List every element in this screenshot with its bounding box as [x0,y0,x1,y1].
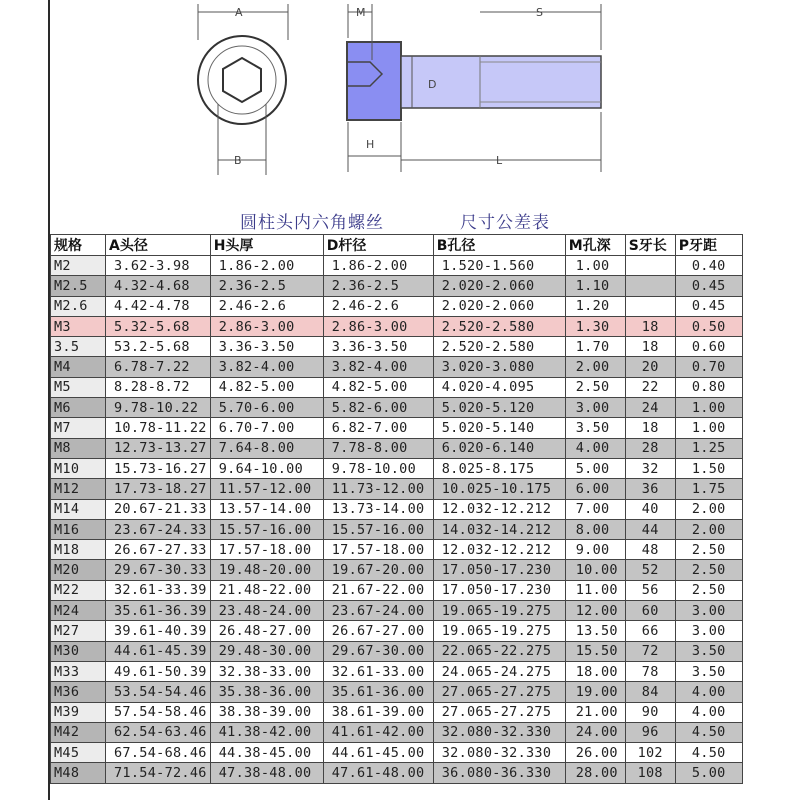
dim-label-b: B [234,154,242,167]
table-cell: 24.00 [565,722,625,742]
table-cell: 41.38-42.00 [210,722,323,742]
table-cell: 44 [625,519,675,539]
table-row [51,702,743,722]
spec-size-cell: M45 [51,743,106,763]
table-cell: 1.50 [675,458,742,478]
table-title: 圆柱头内六角螺丝 [240,213,384,233]
table-row [51,276,743,296]
table-row [51,601,743,621]
header-hole-depth: M孔深 [565,235,625,256]
spec-size-cell: 3.5 [51,337,106,357]
table-cell [625,256,675,276]
table-cell: 26.48-27.00 [210,621,323,641]
table-row [51,560,743,580]
table-cell: 15.57-16.00 [323,519,433,539]
table-cell: 1.00 [675,398,742,418]
table-cell: 2.50 [675,580,742,600]
table-cell: 0.40 [675,256,742,276]
table-cell: 17.050-17.230 [433,580,565,600]
table-cell: 12.73-13.27 [106,438,211,458]
spec-size-cell: M12 [51,479,106,499]
dim-label-s: S [536,6,543,19]
table-cell: 78 [625,661,675,681]
table-cell: 13.50 [565,621,625,641]
table-row [51,357,743,377]
table-cell: 17.050-17.230 [433,560,565,580]
table-cell: 22 [625,377,675,397]
table-cell: 7.78-8.00 [323,438,433,458]
table-cell: 26.67-27.33 [106,540,211,560]
table-row [51,519,743,539]
table-cell: 11.57-12.00 [210,479,323,499]
table-row [51,540,743,560]
table-cell: 2.86-3.00 [323,316,433,336]
table-cell: 1.00 [565,256,625,276]
table-row [51,398,743,418]
header-hole-diameter: B孔径 [433,235,565,256]
table-cell: 17.73-18.27 [106,479,211,499]
table-cell: 22.065-22.275 [433,641,565,661]
table-cell: 13.73-14.00 [323,499,433,519]
table-row [51,661,743,681]
table-cell: 2.46-2.6 [323,296,433,316]
spec-size-cell: M8 [51,438,106,458]
table-cell: 11.73-12.00 [323,479,433,499]
table-cell: 4.00 [675,702,742,722]
table-cell: 19.065-19.275 [433,621,565,641]
spec-size-cell: M22 [51,580,106,600]
table-cell: 6.82-7.00 [323,418,433,438]
table-cell: 71.54-72.46 [106,763,211,783]
table-cell: 24.065-24.275 [433,661,565,681]
spec-size-cell: M3 [51,316,106,336]
spec-size-cell: M39 [51,702,106,722]
table-cell: 35.38-36.00 [210,682,323,702]
table-cell: 9.78-10.00 [323,458,433,478]
table-cell: 72 [625,641,675,661]
table-cell: 47.61-48.00 [323,763,433,783]
table-cell: 1.10 [565,276,625,296]
table-cell: 32 [625,458,675,478]
table-cell: 44.61-45.00 [323,743,433,763]
spec-size-cell: M5 [51,377,106,397]
table-cell: 26.67-27.00 [323,621,433,641]
table-cell: 2.020-2.060 [433,276,565,296]
table-cell: 8.025-8.175 [433,458,565,478]
table-cell: 11.00 [565,580,625,600]
table-cell: 3.36-3.50 [323,337,433,357]
spec-size-cell: M2.6 [51,296,106,316]
spec-size-cell: M42 [51,722,106,742]
header-head-height: H头厚 [210,235,323,256]
table-cell: 4.82-5.00 [323,377,433,397]
table-cell: 62.54-63.46 [106,722,211,742]
table-cell: 8.28-8.72 [106,377,211,397]
table-cell: 1.520-1.560 [433,256,565,276]
table-cell: 18 [625,418,675,438]
table-cell: 21.67-22.00 [323,580,433,600]
table-cell: 4.00 [675,682,742,702]
table-cell: 10.78-11.22 [106,418,211,438]
table-cell: 41.61-42.00 [323,722,433,742]
table-cell: 18.00 [565,661,625,681]
table-cell: 0.60 [675,337,742,357]
spec-size-cell: M18 [51,540,106,560]
table-cell: 14.032-14.212 [433,519,565,539]
table-cell: 0.80 [675,377,742,397]
spec-size-cell: M10 [51,458,106,478]
table-cell: 2.50 [675,540,742,560]
table-cell: 7.64-8.00 [210,438,323,458]
table-row [51,479,743,499]
dim-label-a: A [235,6,243,19]
table-cell: 4.00 [565,438,625,458]
table-cell: 39.61-40.39 [106,621,211,641]
spec-size-cell: M36 [51,682,106,702]
table-cell: 56 [625,580,675,600]
table-cell: 2.50 [565,377,625,397]
table-row [51,682,743,702]
table-cell: 4.020-4.095 [433,377,565,397]
table-cell: 3.50 [565,418,625,438]
spec-size-cell: M24 [51,601,106,621]
table-cell: 27.065-27.275 [433,702,565,722]
table-cell: 12.032-12.212 [433,540,565,560]
table-cell: 1.86-2.00 [323,256,433,276]
table-cell: 36 [625,479,675,499]
table-row [51,296,743,316]
table-cell: 108 [625,763,675,783]
table-cell: 29.48-30.00 [210,641,323,661]
header-thread-length: S牙长 [625,235,675,256]
table-cell: 40 [625,499,675,519]
table-cell: 47.38-48.00 [210,763,323,783]
spec-size-cell: M6 [51,398,106,418]
table-cell: 38.38-39.00 [210,702,323,722]
table-cell: 1.75 [675,479,742,499]
table-cell: 3.020-3.080 [433,357,565,377]
table-row [51,499,743,519]
header-head-diameter: A头径 [106,235,211,256]
table-cell: 3.62-3.98 [106,256,211,276]
table-cell [625,296,675,316]
table-cell: 1.25 [675,438,742,458]
table-cell: 0.45 [675,276,742,296]
table-cell: 27.065-27.275 [433,682,565,702]
table-cell: 49.61-50.39 [106,661,211,681]
table-cell: 15.57-16.00 [210,519,323,539]
table-cell: 35.61-36.00 [323,682,433,702]
dim-label-d: D [428,78,437,91]
table-cell: 102 [625,743,675,763]
table-cell: 7.00 [565,499,625,519]
table-cell: 2.36-2.5 [210,276,323,296]
table-cell: 2.520-2.580 [433,337,565,357]
table-cell: 4.32-4.68 [106,276,211,296]
table-cell: 23.48-24.00 [210,601,323,621]
spec-size-cell: M30 [51,641,106,661]
table-row [51,337,743,357]
header-thread-pitch: P牙距 [675,235,742,256]
table-cell: 3.00 [675,621,742,641]
table-subtitle: 尺寸公差表 [460,213,550,233]
table-cell: 26.00 [565,743,625,763]
spec-size-cell: M2 [51,256,106,276]
table-cell: 0.50 [675,316,742,336]
table-cell: 15.50 [565,641,625,661]
spec-size-cell: M7 [51,418,106,438]
table-cell: 6.70-7.00 [210,418,323,438]
table-cell: 19.67-20.00 [323,560,433,580]
table-cell: 18 [625,316,675,336]
table-cell: 9.00 [565,540,625,560]
table-cell: 19.065-19.275 [433,601,565,621]
table-cell: 2.50 [675,560,742,580]
table-row [51,458,743,478]
table-cell: 96 [625,722,675,742]
spec-size-cell: M27 [51,621,106,641]
table-cell: 20.67-21.33 [106,499,211,519]
table-cell: 2.00 [675,519,742,539]
table-cell: 8.00 [565,519,625,539]
table-cell: 21.48-22.00 [210,580,323,600]
dim-label-l: L [496,154,503,167]
spec-size-cell: M20 [51,560,106,580]
table-cell: 20 [625,357,675,377]
table-cell: 5.020-5.120 [433,398,565,418]
table-cell: 2.520-2.580 [433,316,565,336]
table-cell: 67.54-68.46 [106,743,211,763]
table-cell: 66 [625,621,675,641]
table-cell: 29.67-30.00 [323,641,433,661]
table-cell: 3.00 [675,601,742,621]
table-cell: 2.36-2.5 [323,276,433,296]
table-cell: 44.38-45.00 [210,743,323,763]
table-row [51,377,743,397]
table-cell: 32.080-32.330 [433,722,565,742]
table-cell: 36.080-36.330 [433,763,565,783]
table-cell: 84 [625,682,675,702]
table-cell: 2.00 [675,499,742,519]
table-cell: 44.61-45.39 [106,641,211,661]
table-cell: 10.025-10.175 [433,479,565,499]
table-cell: 6.00 [565,479,625,499]
table-cell: 4.42-4.78 [106,296,211,316]
table-cell: 5.020-5.140 [433,418,565,438]
table-row [51,256,743,276]
table-title-row [50,204,750,234]
table-cell: 9.78-10.22 [106,398,211,418]
table-cell: 2.46-2.6 [210,296,323,316]
table-cell: 90 [625,702,675,722]
table-cell: 32.38-33.00 [210,661,323,681]
table-cell: 6.020-6.140 [433,438,565,458]
table-cell: 32.080-32.330 [433,743,565,763]
table-cell: 24 [625,398,675,418]
table-cell: 1.20 [565,296,625,316]
table-cell: 60 [625,601,675,621]
table-cell [625,276,675,296]
table-cell: 13.57-14.00 [210,499,323,519]
table-cell: 4.50 [675,743,742,763]
table-cell: 6.78-7.22 [106,357,211,377]
table-cell: 4.82-5.00 [210,377,323,397]
table-cell: 2.86-3.00 [210,316,323,336]
table-cell: 28.00 [565,763,625,783]
table-cell: 18 [625,337,675,357]
table-cell: 1.86-2.00 [210,256,323,276]
table-cell: 57.54-58.46 [106,702,211,722]
table-row [51,316,743,336]
table-cell: 5.32-5.68 [106,316,211,336]
table-row [51,580,743,600]
table-cell: 3.82-4.00 [323,357,433,377]
table-cell: 52 [625,560,675,580]
table-cell: 19.48-20.00 [210,560,323,580]
table-cell: 4.50 [675,722,742,742]
dim-label-m: M [356,6,366,19]
table-cell: 19.00 [565,682,625,702]
table-cell: 32.61-33.00 [323,661,433,681]
table-cell: 12.00 [565,601,625,621]
table-row [51,641,743,661]
table-cell: 23.67-24.00 [323,601,433,621]
table-cell: 3.36-3.50 [210,337,323,357]
table-cell: 12.032-12.212 [433,499,565,519]
table-cell: 48 [625,540,675,560]
spec-size-cell: M33 [51,661,106,681]
table-cell: 10.00 [565,560,625,580]
table-cell: 9.64-10.00 [210,458,323,478]
table-row [51,743,743,763]
table-cell: 3.50 [675,641,742,661]
table-cell: 2.020-2.060 [433,296,565,316]
table-cell: 5.82-6.00 [323,398,433,418]
spec-size-cell: M48 [51,763,106,783]
table-cell: 15.73-16.27 [106,458,211,478]
table-cell: 23.67-24.33 [106,519,211,539]
table-cell: 21.00 [565,702,625,722]
dim-label-h: H [366,138,375,151]
table-cell: 53.2-5.68 [106,337,211,357]
table-cell: 0.70 [675,357,742,377]
spec-size-cell: M4 [51,357,106,377]
table-cell: 1.00 [675,418,742,438]
table-cell: 35.61-36.39 [106,601,211,621]
table-cell: 5.00 [565,458,625,478]
table-cell: 32.61-33.39 [106,580,211,600]
table-header-row [51,235,743,256]
table-row [51,722,743,742]
spec-size-cell: M14 [51,499,106,519]
table-cell: 17.57-18.00 [323,540,433,560]
table-cell: 3.50 [675,661,742,681]
table-cell: 2.00 [565,357,625,377]
table-cell: 53.54-54.46 [106,682,211,702]
table-cell: 5.70-6.00 [210,398,323,418]
table-cell: 38.61-39.00 [323,702,433,722]
table-row [51,621,743,641]
table-cell: 17.57-18.00 [210,540,323,560]
tolerance-table [50,234,743,784]
table-row [51,418,743,438]
table-cell: 3.00 [565,398,625,418]
screw-dimension-diagram [50,0,750,200]
table-cell: 5.00 [675,763,742,783]
table-cell: 28 [625,438,675,458]
spec-size-cell: M16 [51,519,106,539]
table-cell: 3.82-4.00 [210,357,323,377]
header-shank-diameter: D杆径 [323,235,433,256]
table-row [51,438,743,458]
table-cell: 0.45 [675,296,742,316]
table-cell: 1.70 [565,337,625,357]
table-cell: 29.67-30.33 [106,560,211,580]
spec-size-cell: M2.5 [51,276,106,296]
header-spec: 规格 [51,235,106,256]
table-row [51,763,743,783]
table-cell: 1.30 [565,316,625,336]
